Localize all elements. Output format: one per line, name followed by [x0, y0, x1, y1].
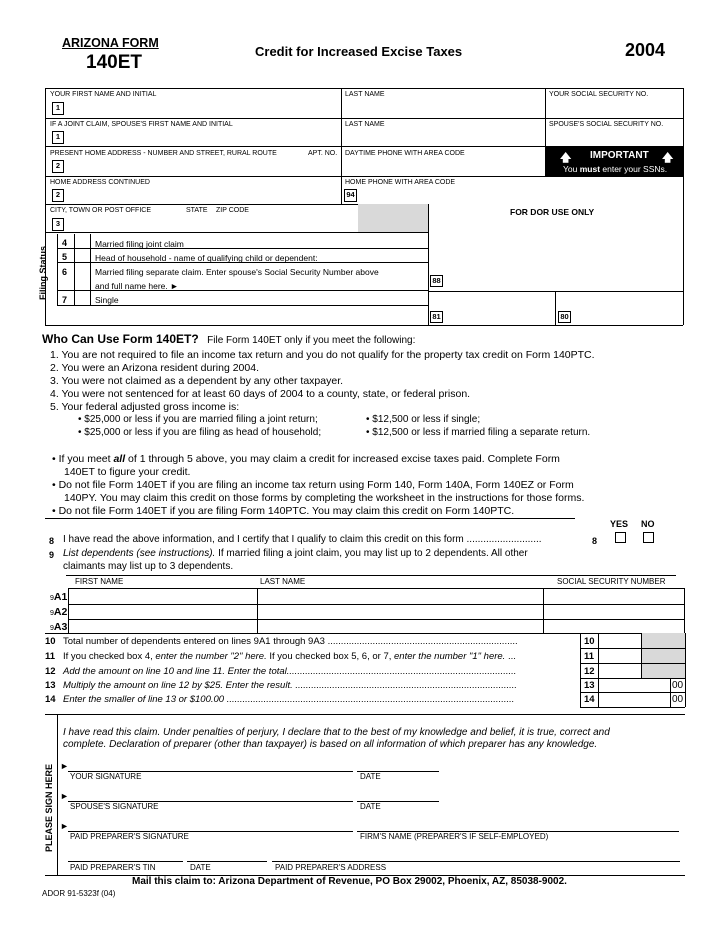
day-phone-label: DAYTIME PHONE WITH AREA CODE [345, 150, 465, 157]
line-14-num: 14 [45, 694, 56, 705]
filing-status-label: Filing Status [38, 246, 48, 300]
important-label: IMPORTANT [590, 150, 649, 161]
dep-a1-ssn-input[interactable] [545, 590, 682, 603]
line-11-text: If you checked box 4, enter the number "2" here. If you checked box 5, 6, or 7, enter the number "1" here. ... [63, 651, 516, 662]
line-8-text: I have read the above information, and I certify that I qualify to claim this credit on this form ........................... [63, 534, 542, 545]
bullet-3: • Do not file Form 140ET if you are filing Form 140PTC. You may claim this credit on Form 140PTC. [52, 505, 515, 517]
dep-a1-last-input[interactable] [259, 590, 541, 603]
line-9-line2: claimants may list up to 3 dependents. [63, 561, 234, 572]
spouse-date-label: DATE [360, 802, 381, 811]
no-header: NO [641, 519, 655, 529]
important-notice [546, 147, 683, 176]
spouse-ssn-input[interactable] [549, 129, 679, 145]
fs-text-7: Single [95, 295, 119, 305]
ssn-label: YOUR SOCIAL SECURITY NO. [549, 91, 649, 98]
preparer-date-label: DATE [190, 863, 211, 872]
who-section [42, 330, 415, 348]
income-limit-a: • $25,000 or less if you are married filing a joint return; [78, 414, 318, 425]
home-phone-label: HOME PHONE WITH AREA CODE [345, 179, 456, 186]
yes-header: YES [610, 519, 629, 529]
code-box-1b: 1 [52, 131, 64, 144]
spouse-signature-label: SPOUSE'S SIGNATURE [70, 802, 159, 811]
form-year: 2004 [625, 40, 666, 60]
up-arrow-icon: 🡅 [662, 152, 674, 164]
fs-num-6: 6 [62, 267, 68, 277]
shaded-column [641, 633, 685, 678]
spouse-ssn-label: SPOUSE'S SOCIAL SECURITY NO. [549, 121, 664, 128]
line-12-box: 12 [584, 666, 595, 677]
bullet-1-line2: 140ET to figure your credit. [64, 466, 191, 478]
yes-checkbox[interactable] [615, 532, 626, 543]
preparer-tin-input[interactable] [70, 847, 180, 860]
dep-row-a3-label: 9A3 [50, 621, 68, 633]
line-14-input[interactable] [599, 693, 669, 706]
line-11-num: 11 [45, 651, 56, 662]
sign-arrow-icon: ► [60, 761, 69, 771]
day-phone-input[interactable] [345, 158, 540, 174]
preparer-address-input[interactable] [274, 847, 678, 860]
fs-num-7: 7 [62, 295, 68, 305]
who-item-4: 4. You were not sentenced for at least 60 days of 2004 to a county, state, or federal prison. [50, 388, 471, 400]
firm-name-label: FIRM'S NAME (PREPARER'S IF SELF-EMPLOYED) [360, 832, 549, 841]
bullet-2: • Do not file Form 140ET if you are filing an income tax return using Form 140, Form 140A, Form 140EZ or Form [52, 479, 574, 491]
line-13-input[interactable] [599, 679, 669, 691]
apt-label: APT. NO. [308, 150, 338, 157]
your-signature-label: YOUR SIGNATURE [70, 772, 142, 781]
dep-a3-last-input[interactable] [259, 620, 541, 632]
fs-num-4: 4 [62, 238, 68, 248]
your-date-input[interactable] [359, 757, 437, 770]
code-box-81: 81 [430, 311, 443, 323]
line-13-text: Multiply the amount on line 12 by $25. Enter the result. .................................................................................... [63, 680, 518, 691]
form-title: Credit for Increased Excise Taxes [255, 44, 463, 59]
line-14-text: Enter the smaller of line 13 or $100.00 ............................................................................................................. [63, 694, 515, 705]
who-item-5: 5. Your federal adjusted gross income is: [50, 401, 240, 413]
last-name-label: LAST NAME [345, 91, 385, 98]
fs-text-6b: and full name here. ► [95, 281, 179, 291]
fs-text-4: Married filing joint claim [95, 239, 184, 249]
form-id: ADOR 91-5323f (04) [42, 889, 116, 898]
address-label: PRESENT HOME ADDRESS - NUMBER AND STREET, RURAL ROUTE [50, 150, 277, 157]
col-first-name: FIRST NAME [75, 577, 124, 586]
dep-a2-first-input[interactable] [70, 605, 255, 618]
line-14-box: 14 [584, 694, 595, 705]
ssn-input[interactable] [549, 100, 679, 116]
line-10-text: Total number of dependents entered on lines 9A1 through 9A3 ........................................................................ [63, 636, 518, 647]
dep-a2-last-input[interactable] [259, 605, 541, 618]
declaration-line2: complete. Declaration of preparer (other than taxpayer) is based on all information of which preparer has any knowledge. [63, 739, 598, 750]
last-name-input[interactable] [345, 100, 540, 116]
state-label: STATE [186, 207, 208, 214]
dor-use-label: FOR DOR USE ONLY [510, 207, 595, 217]
line-10-num: 10 [45, 636, 56, 647]
dep-a1-first-input[interactable] [70, 590, 255, 603]
preparer-signature-input[interactable] [70, 817, 350, 830]
line-13-num: 13 [45, 680, 56, 691]
fs-checkbox-7[interactable] [75, 291, 89, 304]
firm-name-input[interactable] [359, 817, 677, 830]
spouse-last-input[interactable] [345, 129, 540, 145]
code-box-80: 80 [558, 311, 571, 323]
spouse-first-label: IF A JOINT CLAIM, SPOUSE'S FIRST NAME AND INITIAL [50, 121, 233, 128]
who-intro: File Form 140ET only if you meet the following: [207, 335, 416, 346]
spouse-last-label: LAST NAME [345, 121, 385, 128]
form-label: ARIZONA FORM [62, 36, 159, 50]
line-11-input[interactable] [599, 649, 640, 662]
code-box-2b: 2 [52, 189, 64, 202]
line-13-box: 13 [584, 680, 595, 691]
code-box-94: 94 [344, 189, 357, 202]
address-cont-input[interactable] [70, 187, 335, 203]
fs-checkbox-6[interactable] [75, 263, 89, 289]
col-last-name: LAST NAME [260, 577, 306, 586]
first-name-input[interactable] [70, 100, 335, 116]
line-11-box: 11 [584, 651, 595, 662]
important-text: You must enter your SSNs. [563, 164, 668, 174]
line-9-num: 9 [49, 550, 55, 560]
income-limit-d: • $12,500 or less if married filing a separate return. [366, 427, 591, 438]
home-phone-input[interactable] [360, 187, 540, 203]
dep-a3-first-input[interactable] [70, 620, 255, 632]
who-heading: Who Can Use Form 140ET? [42, 332, 199, 346]
line-12-text: Add the amount on line 10 and line 11. Enter the total....................................................................................... [63, 666, 517, 677]
dor-shaded-area [358, 204, 428, 232]
no-checkbox[interactable] [643, 532, 654, 543]
line-12-num: 12 [45, 666, 56, 677]
preparer-address-label: PAID PREPARER'S ADDRESS [275, 863, 387, 872]
preparer-signature-label: PAID PREPARER'S SIGNATURE [70, 832, 189, 841]
line-10-input[interactable] [599, 634, 640, 647]
address-input[interactable] [70, 158, 335, 174]
fs-checkbox-5[interactable] [75, 249, 89, 261]
dep-a3-ssn-input[interactable] [545, 620, 682, 632]
address-cont-label: HOME ADDRESS CONTINUED [50, 179, 150, 186]
line-8-num: 8 [49, 536, 55, 546]
code-box-2: 2 [52, 160, 64, 173]
dep-row-a2-label: 9A2 [50, 606, 68, 618]
fs-num-5: 5 [62, 252, 68, 262]
line-13-cents: 00 [672, 680, 684, 691]
preparer-date-input[interactable] [189, 847, 265, 860]
dep-a2-ssn-input[interactable] [545, 605, 682, 618]
who-item-3: 3. You were not claimed as a dependent by any other taxpayer. [50, 375, 344, 387]
form-number: 140ET [86, 52, 142, 73]
city-input[interactable] [70, 216, 335, 231]
col-ssn: SOCIAL SECURITY NUMBER [557, 577, 666, 586]
your-signature-input[interactable] [70, 757, 350, 770]
line-12-input[interactable] [599, 664, 640, 677]
income-limit-c: • $25,000 or less if you are filing as head of household; [78, 427, 322, 438]
income-limit-b: • $12,500 or less if single; [366, 414, 481, 425]
fs-checkbox-4[interactable] [75, 235, 89, 247]
line-9-text: List dependents (see instructions). If married filing a joint claim, you may list up to 2 dependents. All other [63, 548, 528, 559]
code-box-88: 88 [430, 275, 443, 287]
bullet-2-line2: 140PY. You may claim this credit on those forms by completing the worksheet in the instructions for those forms. [64, 492, 585, 504]
your-date-label: DATE [360, 772, 381, 781]
who-item-2: 2. You were an Arizona resident during 2004. [50, 362, 259, 374]
line-10-box: 10 [584, 636, 595, 647]
declaration-line1: I have read this claim. Under penalties of perjury, I declare that to the best of my knowledge and belief, it is true, correct and [63, 727, 610, 738]
first-name-label: YOUR FIRST NAME AND INITIAL [50, 91, 157, 98]
bullet-1: • If you meet all of 1 through 5 above, you may claim a credit for increased excise taxes paid. Complete Form [52, 453, 560, 465]
code-box-1: 1 [52, 102, 64, 115]
up-arrow-icon: 🡅 [560, 152, 572, 164]
fs-text-5: Head of household - name of qualifying child or dependent: [95, 253, 318, 263]
who-item-1: 1. You are not required to file an income tax return and you do not qualify for the property tax credit on Form 140PTC. [50, 349, 595, 361]
sign-arrow-icon: ► [60, 791, 69, 801]
dep-row-a1-label: 9A1 [50, 591, 68, 603]
line-8-box-label: 8 [592, 536, 598, 546]
sign-arrow-icon: ► [60, 821, 69, 831]
zip-label: ZIP CODE [216, 207, 249, 214]
spouse-first-input[interactable] [70, 129, 335, 145]
spouse-date-input[interactable] [359, 787, 437, 800]
please-sign-here: PLEASE SIGN HERE [44, 763, 54, 852]
preparer-tin-label: PAID PREPARER'S TIN [70, 863, 156, 872]
spouse-signature-input[interactable] [70, 787, 350, 800]
mailing-address: Mail this claim to: Arizona Department of Revenue, PO Box 29002, Phoenix, AZ, 85038-9002. [132, 876, 567, 887]
city-label: CITY, TOWN OR POST OFFICE [50, 207, 151, 214]
line-14-cents: 00 [672, 694, 684, 705]
code-box-3: 3 [52, 218, 64, 231]
fs-text-6: Married filing separate claim. Enter spouse's Social Security Number above [95, 267, 379, 277]
